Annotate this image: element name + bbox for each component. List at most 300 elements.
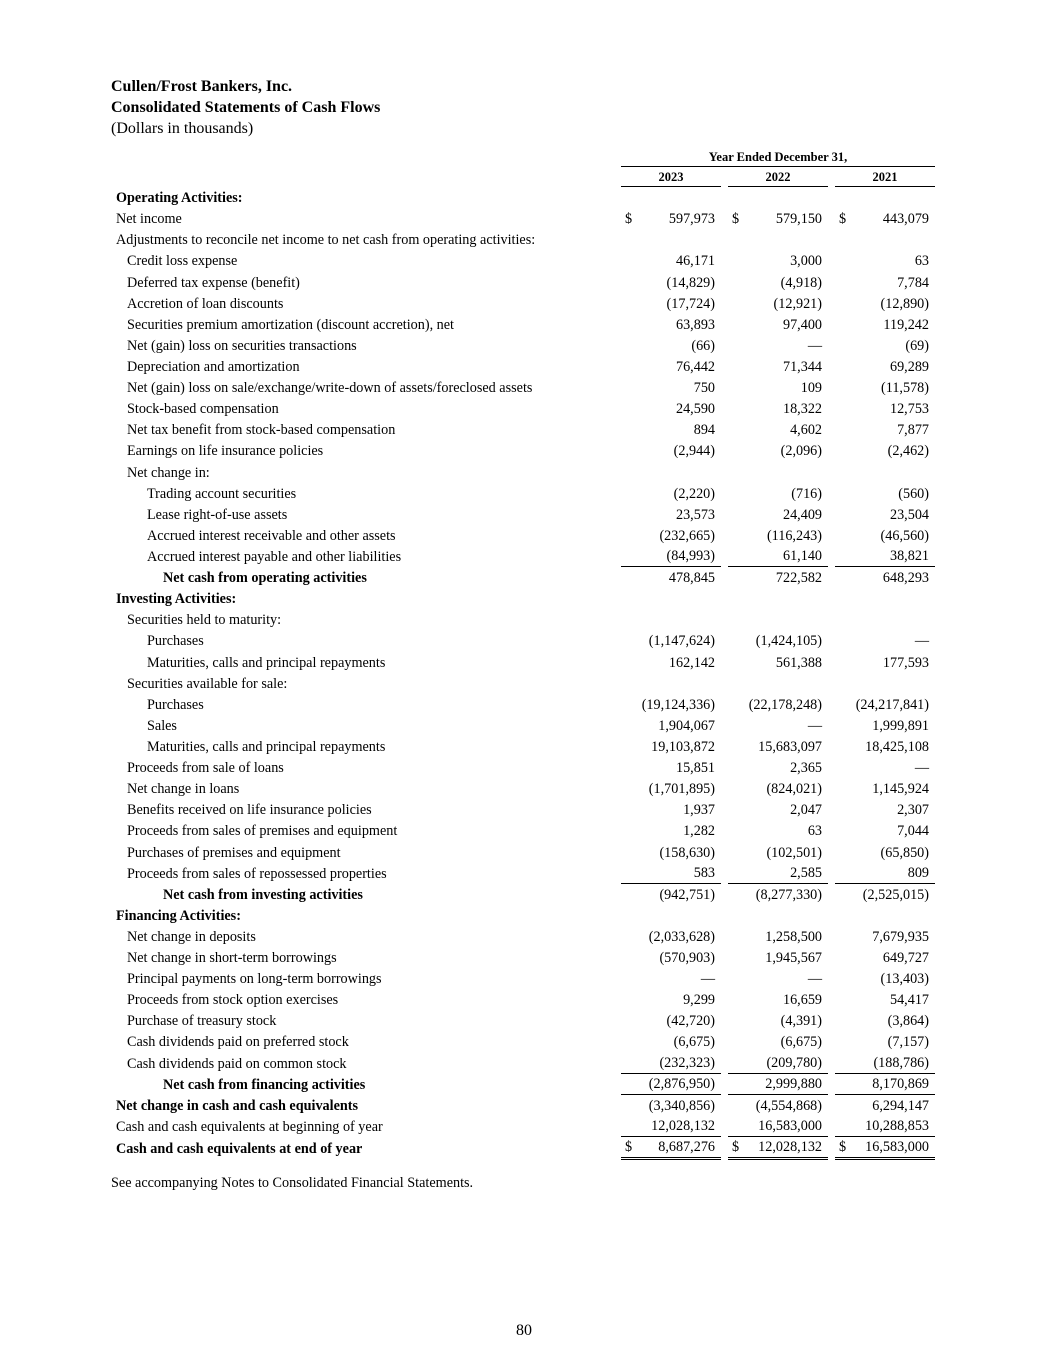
cell-value: 7,877 (897, 422, 929, 439)
cell-2022 (728, 989, 828, 1010)
column-gap (721, 483, 728, 504)
cell-2021 (835, 757, 935, 778)
cell-2023 (621, 926, 721, 947)
column-gap (721, 208, 728, 229)
cell-value: 1,945,567 (765, 950, 822, 967)
cell-value: 119,242 (883, 316, 929, 333)
cell-2023 (621, 525, 721, 546)
cell-value: 1,145,924 (872, 781, 929, 798)
table-row (111, 673, 935, 694)
table-row (111, 525, 935, 546)
cell-value: 1,282 (683, 823, 715, 840)
cell-value: 61,140 (782, 548, 822, 565)
cell-value: 2,585 (790, 865, 822, 882)
cell-value: 443,079 (882, 211, 929, 228)
column-gap (828, 989, 835, 1010)
cell-2021 (835, 419, 935, 440)
cell-2021 (835, 271, 935, 292)
cell-2022 (728, 947, 828, 968)
cell-2023 (621, 187, 721, 208)
cell-2023 (621, 630, 721, 651)
column-gap (721, 820, 728, 841)
cell-value: 12,028,132 (651, 1118, 715, 1135)
cell-value: 809 (907, 865, 929, 882)
cell-2022 (728, 1137, 828, 1159)
cell-2023 (621, 694, 721, 715)
cell-2023 (621, 757, 721, 778)
row-label: Net change in short-term borrowings (127, 950, 337, 967)
cell-value: (17,724) (666, 295, 715, 312)
table-row (111, 504, 935, 525)
cell-value: 54,417 (889, 992, 929, 1009)
row-label: Proceeds from sales of repossessed properties (127, 865, 387, 882)
column-gap (828, 926, 835, 947)
cell-2022 (728, 1010, 828, 1031)
table-row (111, 1095, 935, 1116)
row-label: Net cash from investing activities (163, 886, 363, 903)
cell-value: (46,560) (880, 527, 929, 544)
column-gap (828, 546, 835, 567)
cell-2022 (728, 1031, 828, 1052)
row-label: Benefits received on life insurance policies (127, 802, 372, 819)
cell-2021 (835, 588, 935, 609)
column-gap (828, 293, 835, 314)
cell-2023 (621, 968, 721, 989)
cell-2021 (835, 651, 935, 672)
cell-value: (42,720) (666, 1013, 715, 1030)
table-row (111, 187, 935, 208)
cell-2021 (835, 377, 935, 398)
cell-2022 (728, 356, 828, 377)
table-row (111, 926, 935, 947)
cell-2023 (621, 863, 721, 884)
table-row (111, 440, 935, 461)
column-gap (721, 398, 728, 419)
column-gap (721, 778, 728, 799)
cell-2022 (728, 293, 828, 314)
cell-2023 (621, 229, 721, 250)
cell-value: (2,876,950) (648, 1076, 715, 1093)
cell-value: 648,293 (882, 570, 929, 587)
cell-2022 (728, 1095, 828, 1116)
cell-2021 (835, 863, 935, 884)
cell-value: (188,786) (873, 1055, 929, 1072)
column-gap (828, 229, 835, 250)
column-gap (721, 947, 728, 968)
cell-2023 (621, 1116, 721, 1137)
table-row (111, 715, 935, 736)
column-gap (828, 1116, 835, 1137)
cell-value: 1,904,067 (658, 717, 715, 734)
page-number: 80 (516, 1322, 532, 1339)
cell-2021 (835, 567, 935, 588)
cell-value: (6,675) (780, 1034, 822, 1051)
column-gap (828, 187, 835, 208)
cell-2021 (835, 208, 935, 229)
cell-value: 9,299 (683, 992, 715, 1009)
cell-value: 8,687,276 (658, 1139, 715, 1156)
cell-value: 2,999,880 (765, 1076, 822, 1093)
column-gap (828, 483, 835, 504)
cell-2021 (835, 1010, 935, 1031)
table-row (111, 314, 935, 335)
row-label: Stock-based compensation (127, 401, 279, 418)
cell-2023 (621, 989, 721, 1010)
column-gap (721, 926, 728, 947)
cell-value: (942,751) (659, 886, 715, 903)
cell-value: 583 (693, 865, 715, 882)
table-row (111, 229, 935, 250)
row-label: Net (gain) loss on sale/exchange/write-down of assets/foreclosed assets (127, 380, 533, 397)
period-header: Year Ended December 31, (621, 149, 935, 167)
cell-value: 76,442 (675, 358, 715, 375)
cell-2023 (621, 461, 721, 482)
cell-2021 (835, 525, 935, 546)
row-label: Deferred tax expense (benefit) (127, 274, 300, 291)
column-gap (721, 461, 728, 482)
cell-2023 (621, 1010, 721, 1031)
cell-2022 (728, 419, 828, 440)
cell-2022 (728, 440, 828, 461)
cell-value: (232,323) (659, 1055, 715, 1072)
table-row (111, 271, 935, 292)
row-label: Accrued interest receivable and other assets (147, 527, 396, 544)
cell-value: 24,590 (675, 401, 715, 418)
cell-2022 (728, 630, 828, 651)
cell-2023 (621, 651, 721, 672)
cell-value: (19,124,336) (641, 696, 715, 713)
cell-value: (22,178,248) (748, 696, 822, 713)
cell-2021 (835, 335, 935, 356)
cell-value: 18,425,108 (865, 738, 929, 755)
cell-2023 (621, 356, 721, 377)
cell-2023 (621, 1031, 721, 1052)
table-row (111, 609, 935, 630)
cell-2022 (728, 1116, 828, 1137)
table-row (111, 377, 935, 398)
cell-2022 (728, 398, 828, 419)
column-gap (828, 398, 835, 419)
cell-2023 (621, 398, 721, 419)
cell-2021 (835, 314, 935, 335)
column-gap (828, 841, 835, 862)
cell-2022 (728, 1052, 828, 1073)
cell-2022 (728, 968, 828, 989)
table-row (111, 250, 935, 271)
cell-value: (2,462) (887, 443, 929, 460)
cell-value: 38,821 (889, 548, 929, 565)
column-gap (828, 1031, 835, 1052)
cell-2021 (835, 694, 935, 715)
cell-2023 (621, 1095, 721, 1116)
cell-2022 (728, 546, 828, 567)
cell-2022 (728, 905, 828, 926)
cell-value: (24,217,841) (855, 696, 929, 713)
cell-2021 (835, 778, 935, 799)
cell-value: 177,593 (882, 654, 929, 671)
cell-2022 (728, 736, 828, 757)
cell-2021 (835, 461, 935, 482)
cell-2023 (621, 778, 721, 799)
cell-value: (3,340,856) (648, 1097, 715, 1114)
cell-value: (84,993) (666, 548, 715, 565)
cell-2022 (728, 715, 828, 736)
column-gap (828, 1137, 835, 1159)
column-gap (828, 863, 835, 884)
row-label: Securities held to maturity: (127, 612, 282, 629)
cell-2021 (835, 841, 935, 862)
cell-2021 (835, 1116, 935, 1137)
cell-2021 (835, 1137, 935, 1159)
row-label: Sales (147, 717, 177, 734)
cell-2022 (728, 335, 828, 356)
column-gap (721, 1052, 728, 1073)
cell-2022 (728, 863, 828, 884)
column-gap (828, 968, 835, 989)
cell-2023 (621, 440, 721, 461)
row-label: Accrued interest payable and other liabilities (147, 548, 402, 565)
cell-2023 (621, 799, 721, 820)
cell-2022 (728, 271, 828, 292)
cell-2021 (835, 989, 935, 1010)
row-label: Proceeds from sale of loans (127, 760, 284, 777)
row-label: Lease right-of-use assets (147, 506, 288, 523)
column-gap (828, 778, 835, 799)
row-label: Net change in deposits (127, 928, 256, 945)
column-gap (721, 863, 728, 884)
cell-value: 7,679,935 (872, 928, 929, 945)
cell-value: (12,921) (773, 295, 822, 312)
cell-2022 (728, 483, 828, 504)
cell-value: 2,307 (897, 802, 929, 819)
column-gap (721, 905, 728, 926)
column-gap (828, 694, 835, 715)
cell-2022 (728, 525, 828, 546)
table-row (111, 736, 935, 757)
cell-value: 10,288,853 (865, 1118, 929, 1135)
cell-2021 (835, 799, 935, 820)
row-label: Accretion of loan discounts (127, 295, 284, 312)
cell-value: — (807, 337, 822, 354)
column-gap (721, 651, 728, 672)
cell-value: 63,893 (675, 316, 715, 333)
row-label: Operating Activities: (116, 190, 243, 207)
row-label: Purchases (147, 696, 204, 713)
cell-value: 649,727 (882, 950, 929, 967)
row-label: Securities premium amortization (discount accretion), net (127, 316, 454, 333)
cell-value: (2,220) (673, 485, 715, 502)
column-gap (721, 377, 728, 398)
column-gap (828, 1074, 835, 1095)
row-label: Cash and cash equivalents at beginning of year (116, 1118, 383, 1135)
cell-2021 (835, 187, 935, 208)
cell-value: (209,780) (766, 1055, 822, 1072)
cell-2023 (621, 335, 721, 356)
cell-2021 (835, 820, 935, 841)
cell-value: 1,937 (683, 802, 715, 819)
footnote: See accompanying Notes to Consolidated Financial Statements. (111, 1175, 474, 1191)
cell-2022 (728, 884, 828, 905)
row-label: Net change in cash and cash equivalents (116, 1097, 359, 1114)
cell-2021 (835, 905, 935, 926)
column-gap (828, 525, 835, 546)
cell-2021 (835, 968, 935, 989)
dollar-sign: $ (732, 1139, 740, 1156)
column-gap (828, 504, 835, 525)
column-gap (828, 335, 835, 356)
cell-value: 12,028,132 (758, 1139, 822, 1156)
cell-2022 (728, 694, 828, 715)
table-row (111, 1137, 935, 1159)
row-label: Net income (116, 211, 182, 228)
cell-value: (7,157) (887, 1034, 929, 1051)
column-gap (721, 229, 728, 250)
table-row (111, 461, 935, 482)
year-2023-header: 2023 (621, 170, 721, 187)
cell-2023 (621, 1074, 721, 1095)
cell-value: 750 (693, 380, 715, 397)
cell-value: 12,753 (889, 401, 929, 418)
table-row (111, 398, 935, 419)
cell-value: (102,501) (766, 844, 822, 861)
cell-value: (4,391) (780, 1013, 822, 1030)
cell-2021 (835, 293, 935, 314)
column-gap (721, 567, 728, 588)
cell-2021 (835, 673, 935, 694)
table-row (111, 335, 935, 356)
column-gap (828, 757, 835, 778)
row-label: Earnings on life insurance policies (127, 443, 324, 460)
column-gap (721, 588, 728, 609)
cell-value: 597,973 (668, 211, 715, 228)
dollar-sign: $ (839, 211, 847, 228)
cell-value: 579,150 (775, 211, 822, 228)
cell-2022 (728, 1074, 828, 1095)
cell-value: (14,829) (666, 274, 715, 291)
table-row (111, 863, 935, 884)
cell-value: (232,665) (659, 527, 715, 544)
cash-flow-table (111, 187, 935, 1160)
cell-2022 (728, 208, 828, 229)
dollar-sign: $ (732, 211, 740, 228)
dollar-sign: $ (625, 211, 633, 228)
row-label: Net cash from financing activities (163, 1076, 366, 1093)
column-gap (721, 504, 728, 525)
cell-2023 (621, 1052, 721, 1073)
table-row (111, 567, 935, 588)
column-gap (828, 799, 835, 820)
cell-2023 (621, 609, 721, 630)
cell-value: 15,851 (675, 760, 715, 777)
column-gap (828, 905, 835, 926)
cell-2021 (835, 250, 935, 271)
cell-value: 16,583,000 (758, 1118, 822, 1135)
cell-2021 (835, 1031, 935, 1052)
cell-2022 (728, 820, 828, 841)
cell-2023 (621, 377, 721, 398)
cell-value: 63 (807, 823, 822, 840)
cell-value: 3,000 (790, 253, 822, 270)
cell-value: (116,243) (766, 527, 822, 544)
cell-2021 (835, 440, 935, 461)
cell-value: (12,890) (880, 295, 929, 312)
cell-value: 6,294,147 (872, 1097, 929, 1114)
cell-2021 (835, 947, 935, 968)
column-gap (721, 271, 728, 292)
cell-value: — (807, 971, 822, 988)
cell-value: (2,525,015) (862, 886, 929, 903)
cell-2022 (728, 250, 828, 271)
column-gap (721, 440, 728, 461)
column-gap (828, 419, 835, 440)
cell-value: (1,424,105) (755, 633, 822, 650)
cell-2021 (835, 715, 935, 736)
column-gap (828, 630, 835, 651)
cell-2022 (728, 799, 828, 820)
cell-value: 18,322 (782, 401, 822, 418)
column-gap (828, 271, 835, 292)
cell-value: 69,289 (889, 358, 929, 375)
cell-value: (69) (905, 337, 929, 354)
column-gap (721, 1116, 728, 1137)
row-label: Proceeds from stock option exercises (127, 992, 339, 1009)
column-gap (828, 736, 835, 757)
column-gap (721, 525, 728, 546)
cell-2021 (835, 1074, 935, 1095)
cell-value: 71,344 (782, 358, 822, 375)
cell-value: 4,602 (790, 422, 822, 439)
column-gap (828, 440, 835, 461)
table-row (111, 1116, 935, 1137)
cell-value: (2,033,628) (648, 928, 715, 945)
table-row (111, 1074, 935, 1095)
cell-value: 23,573 (675, 506, 715, 523)
cell-value: — (807, 717, 822, 734)
row-label: Securities available for sale: (127, 675, 288, 692)
column-gap (721, 1074, 728, 1095)
cell-value: — (700, 971, 715, 988)
units-note: (Dollars in thousands) (111, 120, 254, 137)
cell-value: (824,021) (766, 781, 822, 798)
row-label: Cash dividends paid on preferred stock (127, 1034, 349, 1051)
dollar-sign: $ (625, 1139, 633, 1156)
column-gap (721, 715, 728, 736)
row-label: Purchases (147, 633, 204, 650)
table-row (111, 989, 935, 1010)
column-gap (721, 673, 728, 694)
table-row (111, 208, 935, 229)
cell-value: 561,388 (775, 654, 822, 671)
table-row (111, 799, 935, 820)
cell-value: (158,630) (659, 844, 715, 861)
cell-value: (13,403) (880, 971, 929, 988)
column-gap (721, 968, 728, 989)
cell-value: (4,918) (780, 274, 822, 291)
row-label: Net change in loans (127, 781, 240, 798)
column-gap (828, 377, 835, 398)
cell-2021 (835, 630, 935, 651)
cell-value: (11,578) (881, 380, 929, 397)
column-gap (721, 1010, 728, 1031)
column-gap (721, 799, 728, 820)
cell-2021 (835, 398, 935, 419)
column-gap (721, 335, 728, 356)
cell-2023 (621, 905, 721, 926)
cell-value: (66) (691, 337, 715, 354)
cell-2023 (621, 1137, 721, 1159)
table-row (111, 968, 935, 989)
cell-value: 2,047 (790, 802, 822, 819)
